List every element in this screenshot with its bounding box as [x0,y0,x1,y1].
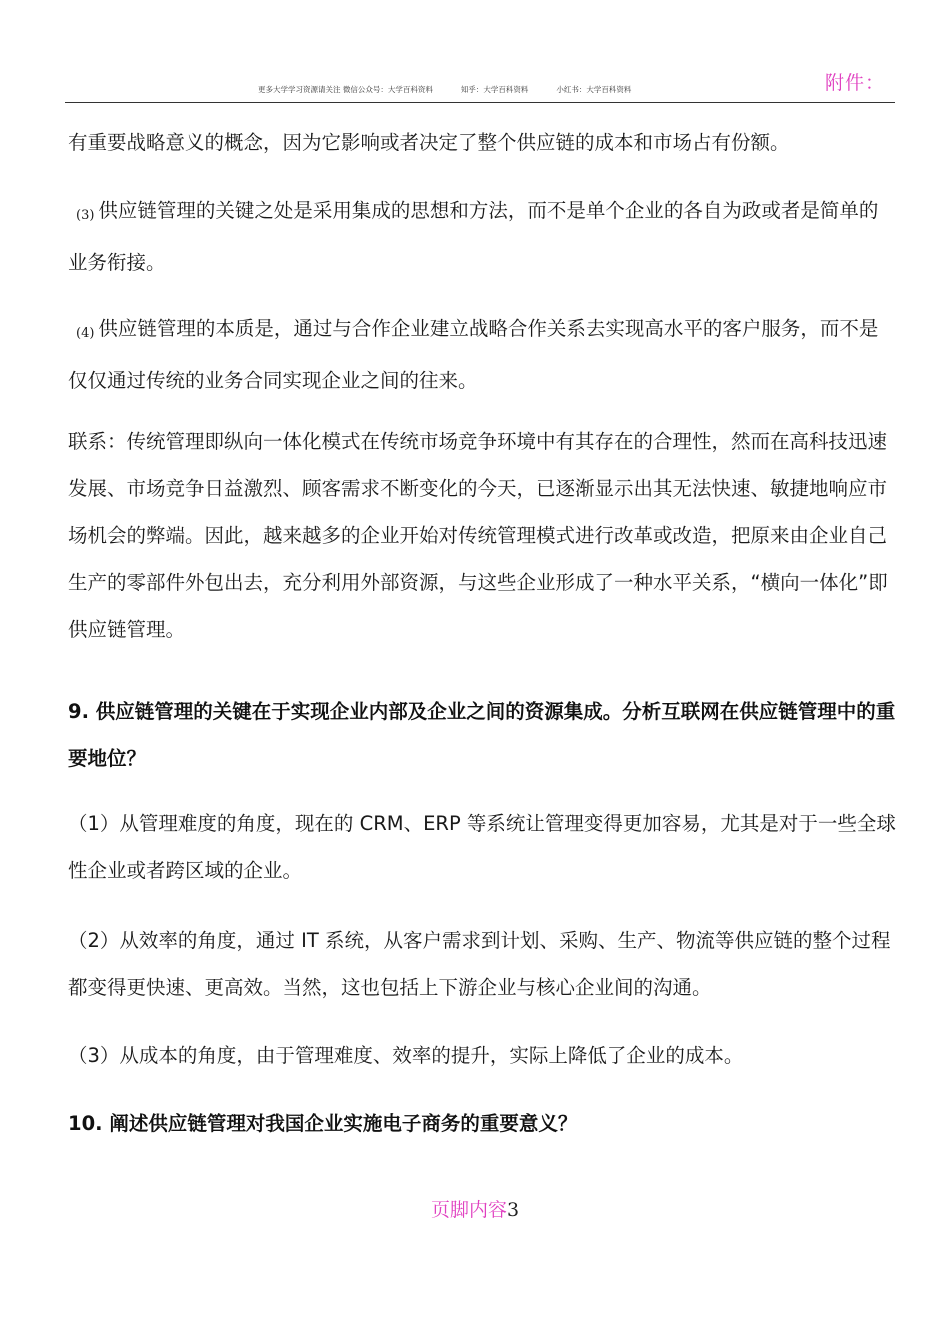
paragraph-2 [68,187,896,286]
footer-label: 页脚内容 [430,1199,507,1221]
page-header [65,66,895,103]
attachment-label: 附件： [824,72,885,94]
paragraph-3 [68,305,896,404]
question-9-title: 9. 供应链管理的关键在于实现企业内部及企业之间的资源集成。分析互联网在供应链管理中的重要地位？ [68,700,896,770]
page-number: 3 [506,1199,520,1221]
paragraph-3-number: (4) [76,326,95,341]
paragraph-1: 有重要战略意义的概念，因为它影响或者决定了整个供应链的成本和市场占有份额。 [68,131,790,154]
paragraph-2-number: (3) [76,208,95,223]
paragraph-4: 联系：传统管理即纵向一体化模式在传统市场竞争环境中有其存在的合理性，然而在高科技迅速发展、市场竞争日益激烈、顾客需求不断变化的今天，已逐渐显示出其无法快速、敏捷地响应市场机会的弊端。因此，越来越多的企业开始对传统管理模式进行改革或改造，把原来由企业自己生产的零部件外包出去，充分利用外部资源，与这些企业形成了一种水平关系，“横向一体化”即供应链管理。 [68,430,888,641]
question-10-title: 10. 阐述供应链管理对我国企业实施电子商务的重要意义？ [68,1112,578,1135]
header-note-wechat: 更多大学学习资源请关注 微信公众号：大学百科资料 [258,85,433,94]
header-note-xiaohongshu: 小红书：大学百科资料 [556,85,632,94]
paragraph-3-text: 供应链管理的本质是，通过与合作企业建立战略合作关系去实现高水平的客户服务，而不是仅仅通过传统的业务合同实现企业之间的往来。 [68,317,879,392]
page-footer [0,1195,950,1222]
header-notes [258,84,631,98]
paragraph-2-text: 供应链管理的关键之处是采用集成的思想和方法，而不是单个企业的各自为政或者是简单的业务衔接。 [68,199,879,274]
question-9-answer-2: （2）从效率的角度，通过 IT 系统，从客户需求到计划、采购、生产、物流等供应链的整个过程都变得更快速、更高效。当然，这也包括上下游企业与核心企业间的沟通。 [68,929,891,999]
header-note-zhihu: 知乎：大学百科资料 [460,85,529,94]
question-9-answer-1: （1）从管理难度的角度，现在的 CRM、ERP 等系统让管理变得更加容易，尤其是对于一些全球性企业或者跨区域的企业。 [68,812,896,882]
question-9-answer-3: （3）从成本的角度，由于管理难度、效率的提升，实际上降低了企业的成本。 [68,1044,744,1067]
